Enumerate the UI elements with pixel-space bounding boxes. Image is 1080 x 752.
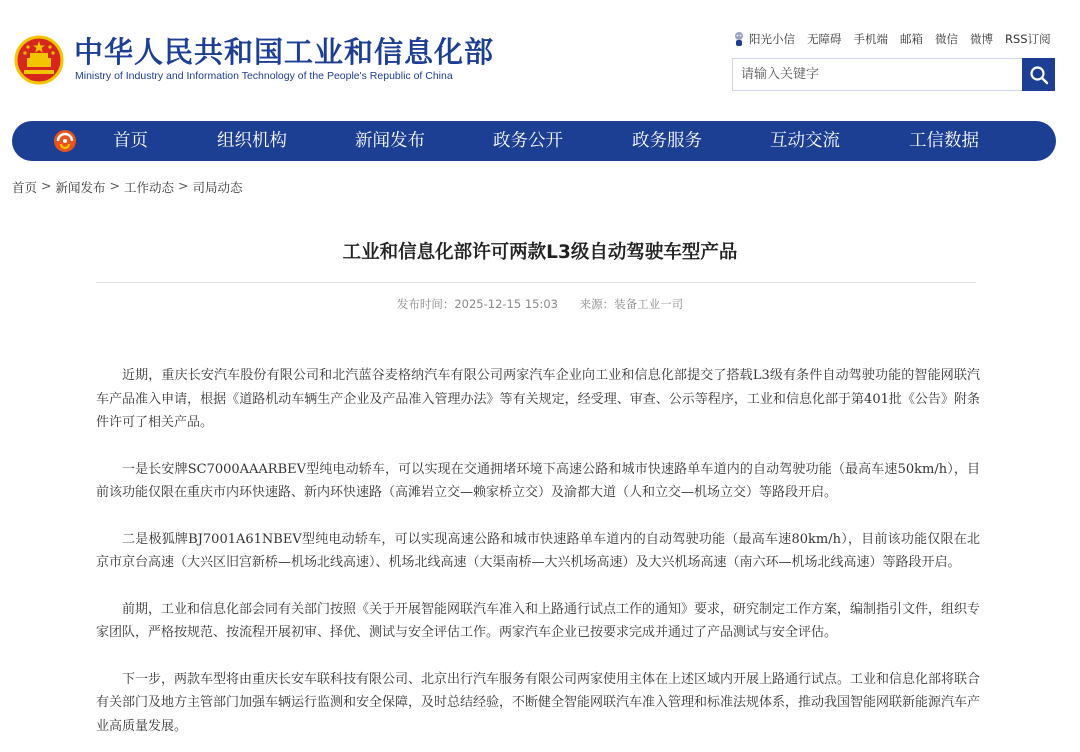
quick-link-wechat[interactable]: 微信	[935, 32, 958, 46]
nav-data[interactable]: 工信数据	[909, 131, 979, 151]
nav-gov-affairs[interactable]: 政务公开	[493, 131, 563, 151]
quick-link-label: 阳光小信	[749, 32, 795, 46]
main-nav	[12, 121, 1056, 161]
mascot-icon	[732, 31, 746, 47]
breadcrumb-separator: >	[178, 178, 189, 193]
title-divider	[96, 282, 976, 283]
breadcrumb-department-updates[interactable]: 司局动态	[192, 180, 243, 195]
miit-logo-icon[interactable]	[52, 128, 78, 154]
nav-organization[interactable]: 组织机构	[217, 131, 287, 151]
article-paragraph: 下一步，两款车型将由重庆长安车联科技有限公司、北京出行汽车服务有限公司两家使用主体在上述区域内开展上路通行试点。工业和信息化部将联合有关部门及地方主管部门加强车辆运行监测和安全保障，及时总结经验，不断健全智能网联汽车准入管理和标准法规体系，推动我国智能网联新能源汽车产业高质量发展。	[96, 671, 981, 734]
site-title[interactable]: 中华人民共和国工业和信息化部	[74, 35, 495, 69]
quick-link-weibo[interactable]: 微博	[970, 32, 993, 46]
breadcrumb-home[interactable]: 首页	[12, 180, 38, 195]
site-subtitle: Ministry of Industry and Information Technology of the People's Republic of China	[75, 70, 453, 82]
article-source: 来源：装备工业一司	[579, 297, 684, 311]
article-meta	[0, 296, 1080, 312]
nav-gov-services[interactable]: 政务服务	[632, 131, 702, 151]
search-input[interactable]	[733, 59, 1023, 90]
article-paragraph: 二是极狐牌BJ7001A61NBEV型纯电动轿车，可以实现高速公路和城市快速路单车道内的自动驾驶功能（最高车速80km/h），目前该功能仅限在北京市京台高速（大兴区旧宫新桥—机场北线高速）、机场北线高速（大渠南桥—大兴机场高速）及大兴机场高速（南六环—机场北线高速）等路段开启。	[96, 531, 980, 570]
nav-news[interactable]: 新闻发布	[355, 131, 425, 151]
quick-links	[732, 30, 1051, 48]
article-body	[96, 364, 980, 752]
breadcrumb-news[interactable]: 新闻发布	[55, 180, 106, 195]
breadcrumb	[12, 178, 243, 196]
quick-link-accessibility[interactable]: 无障碍	[807, 32, 842, 46]
article-paragraph: 一是长安牌SC7000AAARBEV型纯电动轿车，可以实现在交通拥堵环境下高速公路和城市快速路单车道内的自动驾驶功能（最高车速50km/h），目前该功能仅限在重庆市内环快速路、新内环快速路（高滩岩立交—赖家桥立交）及渝都大道（人和立交—机场立交）等路段开启。	[96, 461, 980, 500]
quick-link-mobile[interactable]: 手机端	[853, 32, 888, 46]
nav-home[interactable]: 首页	[113, 131, 148, 151]
publish-time: 发布时间：2025-12-15 15:03	[396, 297, 558, 311]
search-button[interactable]	[1022, 58, 1055, 91]
breadcrumb-separator: >	[109, 178, 120, 193]
site-header	[0, 0, 1080, 112]
quick-link-sunshine[interactable]	[732, 31, 795, 47]
breadcrumb-work-updates[interactable]: 工作动态	[124, 180, 175, 195]
article-paragraph: 近期，重庆长安汽车股份有限公司和北汽蓝谷麦格纳汽车有限公司两家汽车企业向工业和信息化部提交了搭载L3级有条件自动驾驶功能的智能网联汽车产品准入申请，根据《道路机动车辆生产企业及产品准入管理办法》等有关规定，经受理、审查、公示等程序，工业和信息化部于第401批《公告》附条件许可了相关产品。	[96, 368, 980, 430]
article-paragraph: 前期，工业和信息化部会同有关部门按照《关于开展智能网联汽车准入和上路通行试点工作的通知》要求，研究制定工作方案，编制指引文件，组织专家团队，严格按规范、按流程开展初审、择优、测试与安全评估工作。两家汽车企业已按要求完成并通过了产品测试与安全评估。	[96, 601, 981, 640]
search-icon	[1029, 65, 1049, 85]
quick-link-mail[interactable]: 邮箱	[900, 32, 923, 46]
nav-interaction[interactable]: 互动交流	[770, 131, 840, 151]
national-emblem-icon	[14, 34, 64, 86]
breadcrumb-separator: >	[41, 178, 52, 193]
search-box	[732, 58, 1055, 91]
article-title: 工业和信息化部许可两款L3级自动驾驶车型产品	[342, 242, 738, 263]
quick-link-rss[interactable]: RSS订阅	[1005, 32, 1051, 46]
